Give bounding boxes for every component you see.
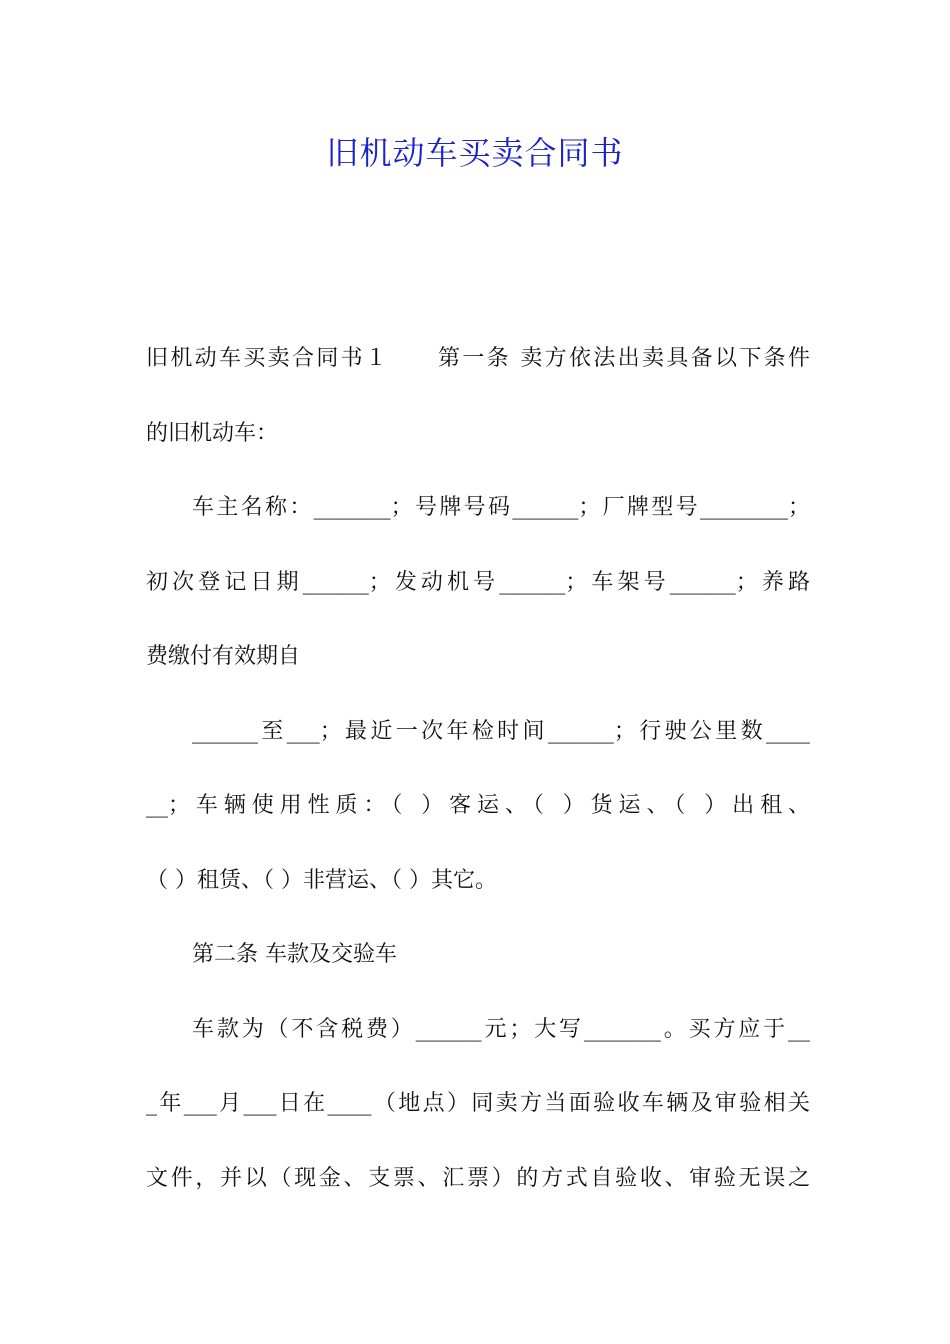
document-title: 旧机动车买卖合同书 <box>326 134 624 172</box>
paragraph-line: 费缴付有效期自 <box>146 644 301 669</box>
paragraph-line: 初次登记日期______；发动机号______；车架号______；养路 <box>146 569 810 595</box>
paragraph-line: 车款为（不含税费）______元；大写_______。买方应于__ <box>192 1016 810 1042</box>
section-heading: 第二条 车款及交验车 <box>192 942 397 967</box>
paragraph-line: __；车辆使用性质：（ ）客运、（ ）货运、（ ）出租、 <box>146 793 810 818</box>
paragraph-line: 旧机动车买卖合同书１ 第一条 卖方依法出卖具备以下条件 <box>146 346 810 371</box>
paragraph-line: 文件，并以（现金、支票、汇票）的方式自验收、审验无误之 <box>146 1165 810 1191</box>
paragraph-line: （ ）租赁、（ ）非营运、（ ）其它。 <box>146 867 497 893</box>
paragraph-line: _年___月___日在____（地点）同卖方当面验收车辆及审验相关 <box>146 1091 810 1116</box>
document-body <box>146 322 810 1216</box>
paragraph-line: 的旧机动车： <box>146 420 279 446</box>
paragraph-line: 车主名称：_______；号牌号码______；厂牌型号________； <box>192 495 810 520</box>
paragraph-line: ______至___；最近一次年检时间______；行驶公里数____ <box>192 718 810 744</box>
